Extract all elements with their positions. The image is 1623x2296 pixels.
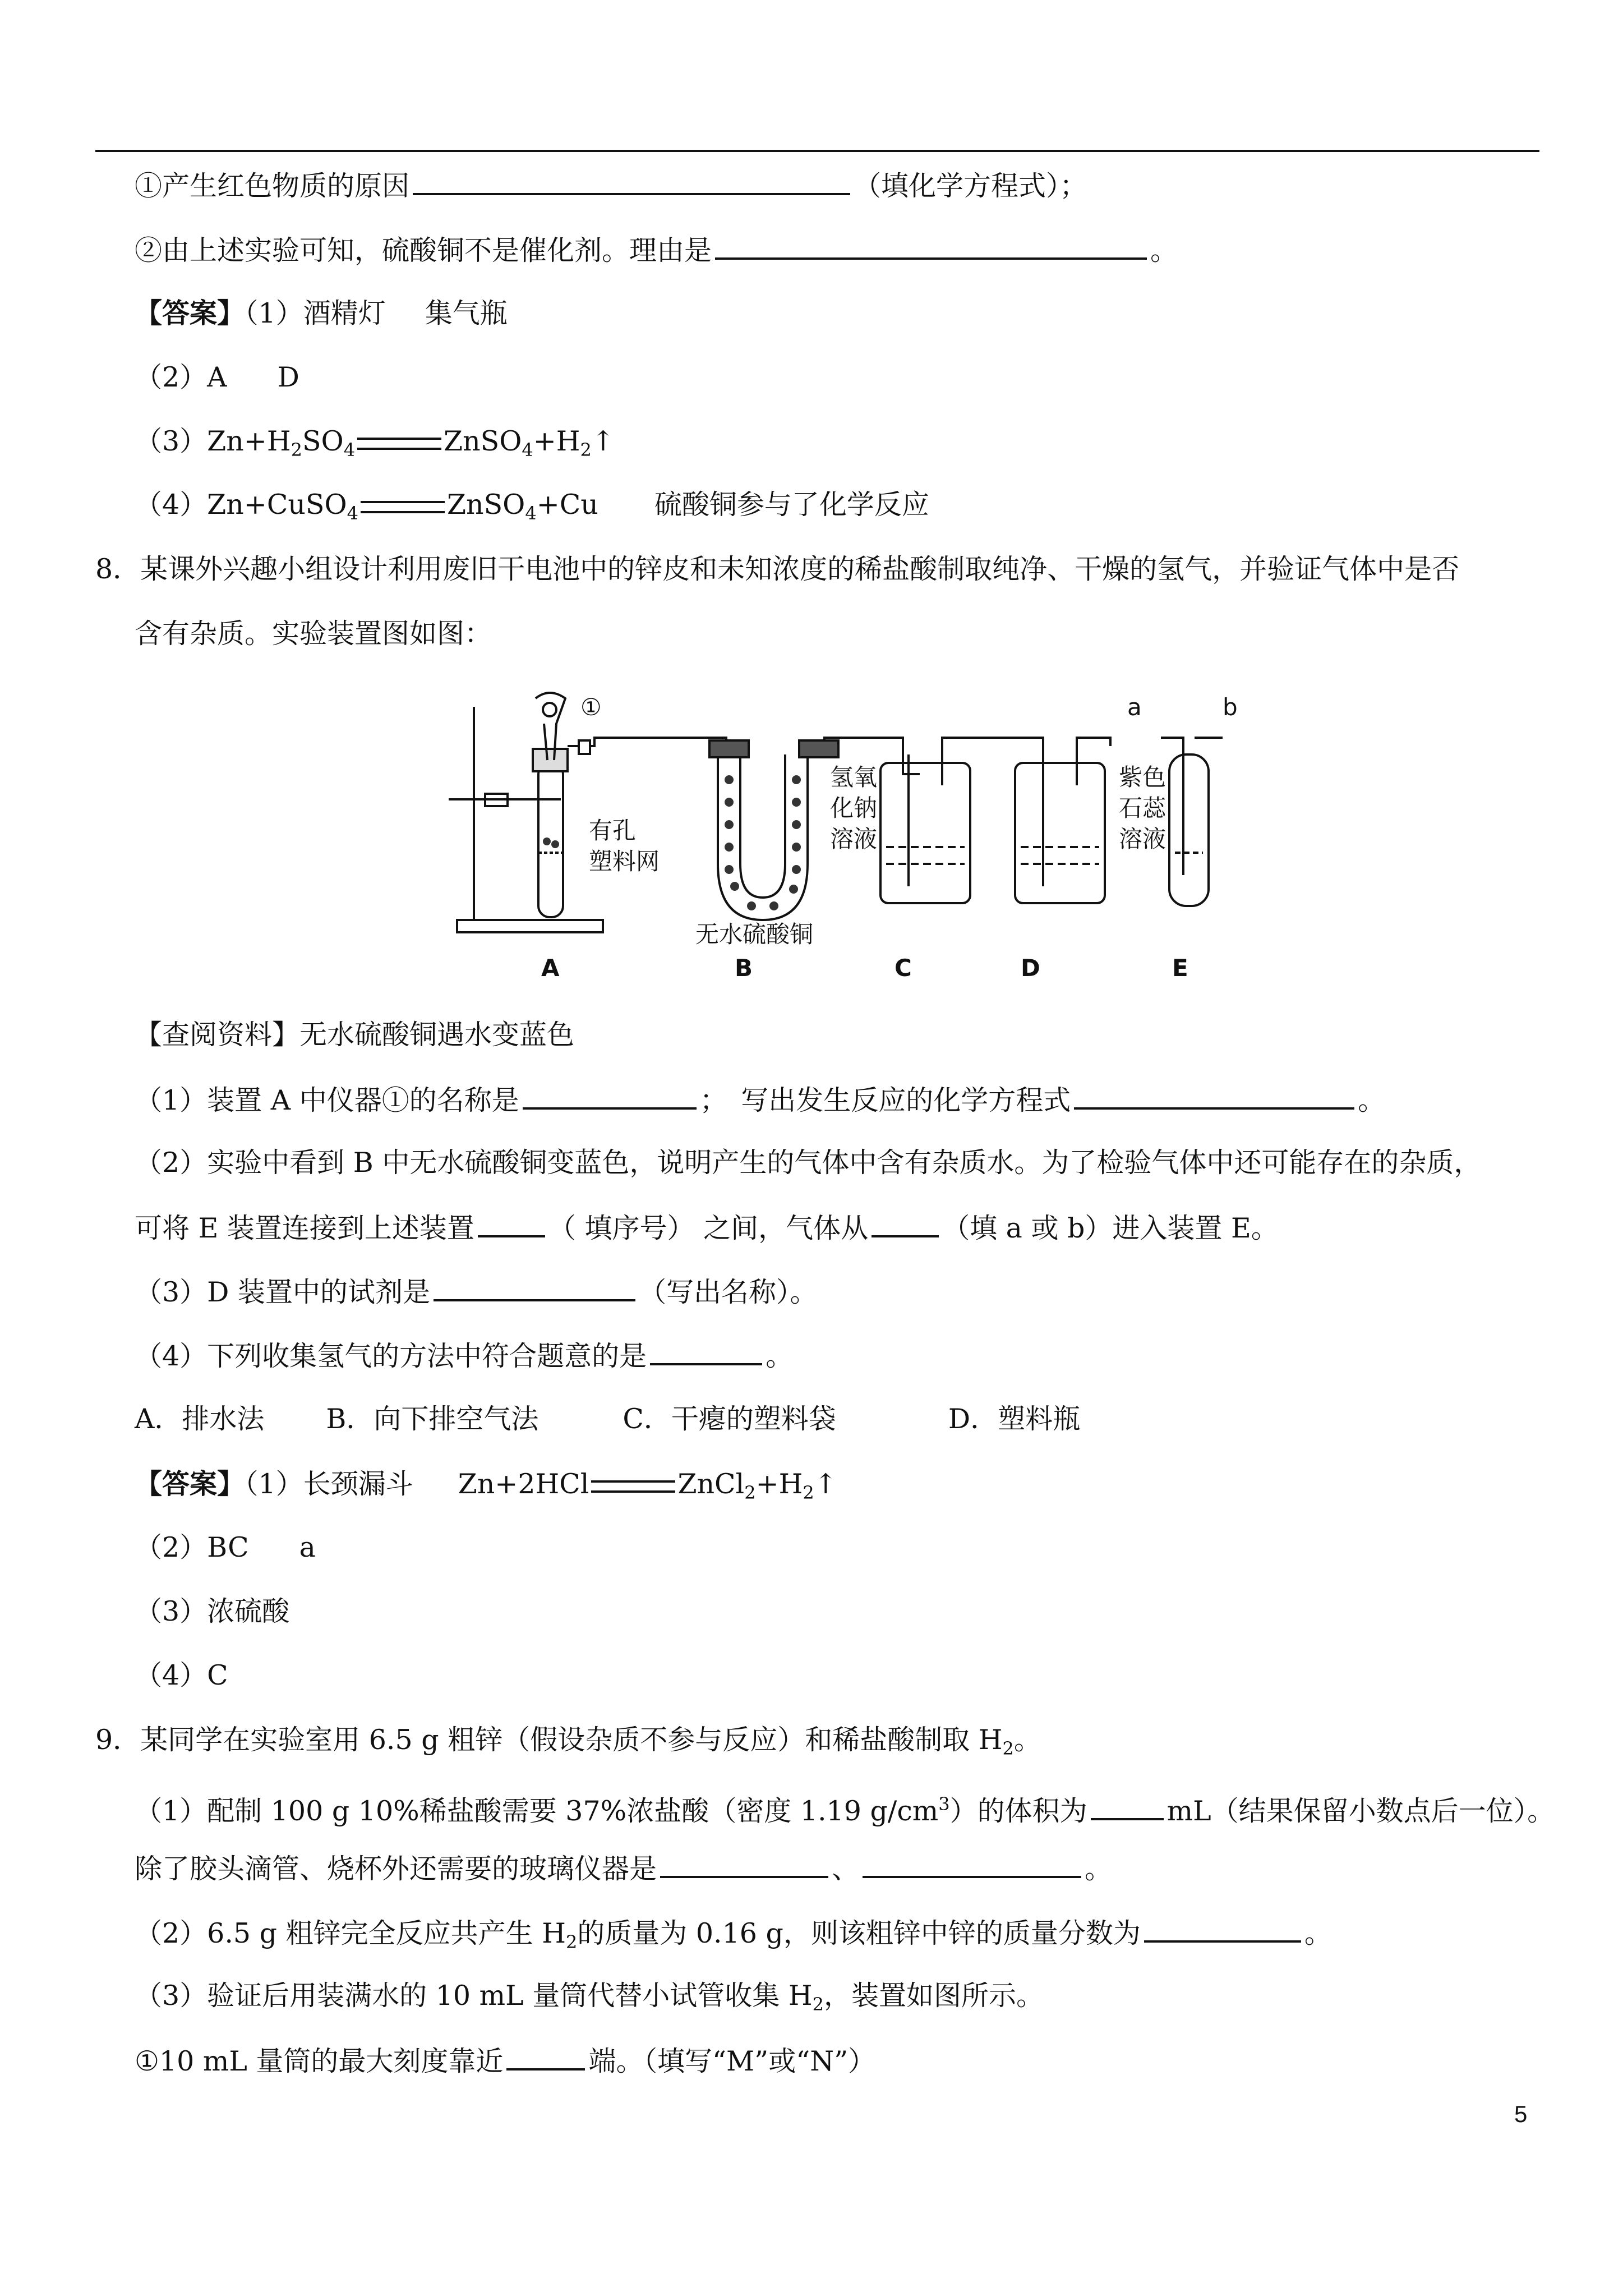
text: 、 (832, 1853, 860, 1885)
equals-sign (361, 501, 445, 513)
subscript: 2 (803, 1482, 814, 1503)
answer-blank[interactable] (478, 1211, 545, 1237)
question-line (135, 1274, 818, 1309)
answer-blank[interactable] (660, 1851, 828, 1878)
gas-arrow: ↑ (591, 425, 615, 457)
label-b: b (1223, 693, 1238, 721)
bottle-c (880, 763, 970, 903)
text: 硫酸铜参与了化学反应 (654, 489, 929, 521)
text: （填 a 或 b）进入装置 E。 (942, 1212, 1279, 1244)
question-line (135, 1146, 1481, 1180)
answer-blank[interactable] (434, 1274, 635, 1301)
answer-label: 【答案】 (135, 1467, 245, 1500)
answer-blank[interactable] (872, 1211, 939, 1237)
text: 。 (766, 1340, 794, 1372)
answer-line (135, 1467, 837, 1510)
text: （填化学方程式）； (854, 170, 1087, 202)
text: 【查阅资料】无水硫酸铜遇水变蓝色 (135, 1019, 575, 1051)
subscript: 2 (812, 1994, 824, 2015)
text: ZnCl (677, 1468, 745, 1500)
option-d: D．塑料瓶 (948, 1403, 1081, 1435)
question-line (135, 1851, 1112, 1886)
answer-line (135, 1531, 316, 1565)
caption-e: E (1172, 954, 1188, 982)
text: （写出名称）。 (639, 1276, 818, 1308)
options-line (135, 1402, 1080, 1436)
text: （2）A (135, 361, 227, 393)
text: 除了胶头滴管、烧杯外还需要的玻璃仪器是 (135, 1853, 657, 1885)
label-naoh: 氢氧 (830, 763, 878, 791)
text: （4）下列收集氢气的方法中符合题意的是 (135, 1340, 647, 1372)
equation-line (135, 425, 615, 467)
answer-blank[interactable] (413, 168, 850, 195)
subscript: 4 (343, 439, 356, 461)
subscript: 2 (580, 439, 592, 461)
text: 8．某课外兴趣小组设计利用废旧干电池中的锌皮和未知浓度的稀盐酸制取纯净、干燥的氢气，并验证气体中是否 (95, 553, 1460, 585)
reference-line (135, 1018, 574, 1052)
text: ZnSO (444, 425, 522, 457)
caption-b: B (735, 954, 753, 982)
text: ，装置如图所示。 (823, 1980, 1044, 2012)
text: D (277, 361, 299, 393)
subscript: 4 (347, 503, 358, 524)
answer-blank[interactable] (715, 233, 1147, 260)
test-tube-a (538, 763, 563, 917)
text: （4）Zn+CuSO (135, 489, 347, 521)
label-mesh: 塑料网 (589, 848, 660, 875)
superscript: 3 (938, 1793, 950, 1815)
text: mL（结果保留小数点后一位）。 (1166, 1795, 1555, 1827)
answer-blank[interactable] (1091, 1793, 1164, 1820)
granules (543, 775, 801, 910)
text: （1）酒精灯 (245, 297, 386, 329)
text: ）的体积为 (949, 1795, 1087, 1827)
test-tube-e (1169, 754, 1209, 906)
text: （1）长颈漏斗 (245, 1468, 413, 1500)
text: （2）BC (135, 1531, 249, 1563)
label-naoh: 溶液 (830, 825, 878, 853)
text: ①10 mL 量筒的最大刻度靠近 (135, 2045, 504, 2077)
option-c: C．干瘪的塑料袋 (623, 1403, 836, 1435)
page-number: 5 (1514, 2101, 1528, 2127)
question-line (135, 1979, 1044, 2021)
label-a: a (1127, 693, 1142, 721)
answer-blank[interactable] (523, 1083, 697, 1110)
text: （3）D 装置中的试剂是 (135, 1276, 431, 1308)
apparatus-diagram (437, 684, 1256, 987)
text: SO (302, 425, 344, 457)
caption-a: A (541, 954, 560, 982)
text: （1）装置 A 中仪器①的名称是 (135, 1084, 519, 1116)
answer-blank[interactable] (1144, 1916, 1301, 1943)
equals-sign (357, 438, 441, 450)
text: ①产生红色物质的原因 (135, 170, 410, 202)
text: （2）6.5 g 粗锌完全反应共产生 H (135, 1917, 566, 1949)
answer-label: 【答案】 (135, 297, 245, 329)
text: 。 (1150, 234, 1178, 266)
text: +H (533, 425, 580, 457)
answer-blank[interactable] (650, 1338, 762, 1365)
answer-blank[interactable] (506, 2044, 585, 2070)
caption-d: D (1021, 954, 1040, 982)
bottle-d (1015, 763, 1105, 903)
text: 。 (1085, 1853, 1113, 1885)
label-litmus: 紫色 (1119, 763, 1166, 791)
answer-line (135, 1659, 228, 1692)
text: 含有杂质。实验装置图如图： (135, 618, 492, 650)
label-circled-one: ① (580, 693, 602, 721)
subscript: 4 (522, 439, 533, 461)
text: （ 填序号） 之间，气体从 (548, 1212, 869, 1244)
answer-line (135, 361, 299, 394)
text: （4）C (135, 1659, 228, 1691)
question-line (135, 1338, 793, 1373)
question-line (135, 1211, 1279, 1245)
text: （3）验证后用装满水的 10 mL 量筒代替小试管收集 H (135, 1980, 813, 2012)
equation-line (135, 488, 929, 530)
answer-line (135, 296, 508, 330)
question-line (95, 553, 1459, 586)
text: ； 写出发生反应的化学方程式 (699, 1084, 1071, 1116)
question-line (135, 2044, 875, 2078)
option-b: B．向下排空气法 (326, 1403, 539, 1435)
label-litmus: 溶液 (1119, 825, 1166, 853)
text: 。 (1358, 1084, 1386, 1116)
subscript: 2 (291, 439, 302, 461)
subscript: 2 (744, 1482, 756, 1503)
text: 9．某同学在实验室用 6.5 g 粗锌（假设杂质不参与反应）和稀盐酸制取 H (95, 1724, 1003, 1756)
question-line (95, 1723, 1041, 1765)
stand-base (457, 920, 603, 932)
gas-arrow: ↑ (814, 1468, 837, 1500)
text: （2）实验中看到 B 中无水硫酸铜变蓝色，说明产生的气体中含有杂质水。为了检验气体中还可能存在的杂质， (135, 1147, 1482, 1179)
answer-blank[interactable] (863, 1851, 1081, 1878)
text: ②由上述实验可知，硫酸铜不是催化剂。理由是 (135, 234, 712, 266)
label-mesh: 有孔 (589, 817, 637, 844)
text: 的质量为 0.16 g，则该粗锌中锌的质量分数为 (577, 1917, 1141, 1949)
label-litmus: 石蕊 (1119, 794, 1166, 822)
question-line (135, 1787, 1555, 1828)
text: 集气瓶 (425, 297, 508, 329)
equals-sign (591, 1480, 675, 1493)
text: 。 (1304, 1917, 1332, 1949)
text: 可将 E 装置连接到上述装置 (135, 1212, 474, 1244)
caption-c: C (895, 954, 912, 982)
question-line (135, 233, 1178, 268)
label-naoh: 化钠 (830, 794, 878, 822)
text: ZnSO (447, 489, 525, 521)
header-rule (95, 150, 1539, 152)
question-line (135, 1916, 1332, 1959)
answer-line (135, 1595, 289, 1628)
question-line (135, 1083, 1385, 1117)
text: （3）Zn+H (135, 425, 291, 457)
text: Zn+2HCl (458, 1468, 589, 1500)
option-a: A．排水法 (135, 1403, 265, 1435)
subscript: 4 (525, 503, 537, 524)
text: （1）配制 100 g 10%稀盐酸需要 37%浓盐酸（密度 1.19 g/cm (135, 1795, 939, 1827)
text: （3）浓硫酸 (135, 1595, 290, 1627)
question-line (135, 168, 1087, 203)
label-cuso4: 无水硫酸铜 (695, 921, 814, 948)
answer-blank[interactable] (1074, 1083, 1354, 1110)
text: a (299, 1531, 316, 1563)
subscript: 2 (1002, 1738, 1014, 1759)
text: +H (755, 1468, 803, 1500)
subscript: 2 (565, 1931, 578, 1953)
text: +Cu (536, 489, 598, 521)
question-line (135, 617, 492, 651)
text: 端。（填写“M”或“N”） (588, 2045, 876, 2077)
text: 。 (1013, 1724, 1041, 1756)
